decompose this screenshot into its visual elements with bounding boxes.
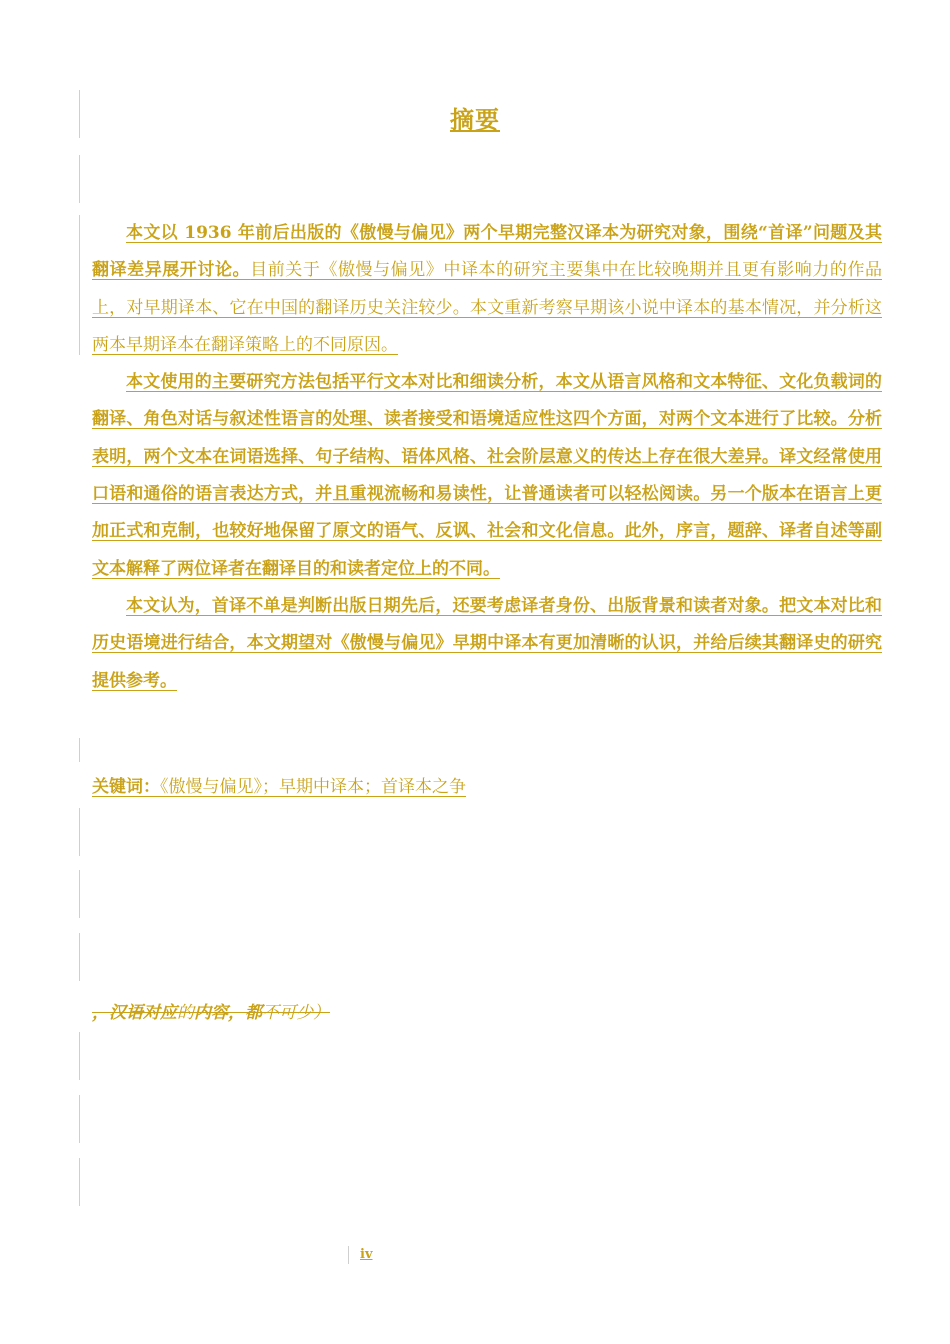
note-text: 内容，	[194, 1003, 245, 1023]
margin-bar	[79, 738, 80, 762]
note-text: 的	[177, 1003, 194, 1023]
page-number: iv	[360, 1247, 373, 1262]
margin-bar	[79, 808, 80, 856]
margin-bar	[79, 933, 80, 981]
paragraph-1	[92, 215, 882, 364]
keywords-value: 《傲慢与偏见》；早期中译本；首译本之争	[160, 777, 466, 797]
footer-margin-bar	[348, 1246, 349, 1264]
margin-bar	[79, 1032, 80, 1080]
note-text: 都	[245, 1003, 262, 1023]
note-text: ，汉语	[92, 1003, 143, 1023]
keywords-label: 关键词：	[92, 777, 160, 797]
margin-bar	[79, 1158, 80, 1206]
margin-bar	[79, 870, 80, 918]
page-title: 摘要	[450, 105, 500, 134]
margin-bar	[79, 215, 80, 355]
deleted-note	[92, 998, 330, 1023]
abstract-body	[92, 215, 882, 700]
note-text: 对应	[143, 1003, 177, 1023]
paragraph-3: 本文认为，首译不单是判断出版日期先后，还要考虑译者身份、出版背景和读者对象。把文本对比和历史语境进行结合，本文期望对《傲慢与偏见》早期中译本有更加清晰的认识，并给后续其翻译史的研究提供参考。	[92, 595, 882, 691]
margin-bar	[79, 155, 80, 203]
paragraph-2: 本文使用的主要研究方法包括平行文本对比和细读分析，本文从语言风格和文本特征、文化负载词的翻译、角色对话与叙述性语言的处理、读者接受和语境适应性这四个方面，对两个文本进行了比较。分析表明，两个文本在词语选择、句子结构、语体风格、社会阶层意义的传达上存在很大差异。译文经常使用口语和通俗的语言表达方式，并且重视流畅和易读性，让普通读者可以轻松阅读。另一个版本在语言上更加正式和克制，也较好地保留了原文的语气、反讽、社会和文化信息。此外，序言，题辞、译者自述等副文本解释了两位译者在翻译目的和读者定位上的不同。	[92, 372, 882, 579]
keywords-line	[92, 772, 466, 797]
note-text: 不可少）	[262, 1003, 330, 1023]
paragraph-1-rest: 目前关于《傲慢与偏见》中译本的研究主要集中在比较晚期并且更有影响力的作品上，对早期译本、它在中国的翻译历史关注较少。本文重新考察早期该小说中译本的基本情况，并分析这两本早期译本在翻译策略上的不同原因。	[92, 260, 883, 355]
paragraph-1-lead: 本文以 1936 年前后出版的《傲慢与偏见》两个早期完整汉译本为研究对象，围绕“首译”问题及其翻译差异展开讨论。	[92, 223, 882, 281]
margin-bar	[79, 1095, 80, 1143]
